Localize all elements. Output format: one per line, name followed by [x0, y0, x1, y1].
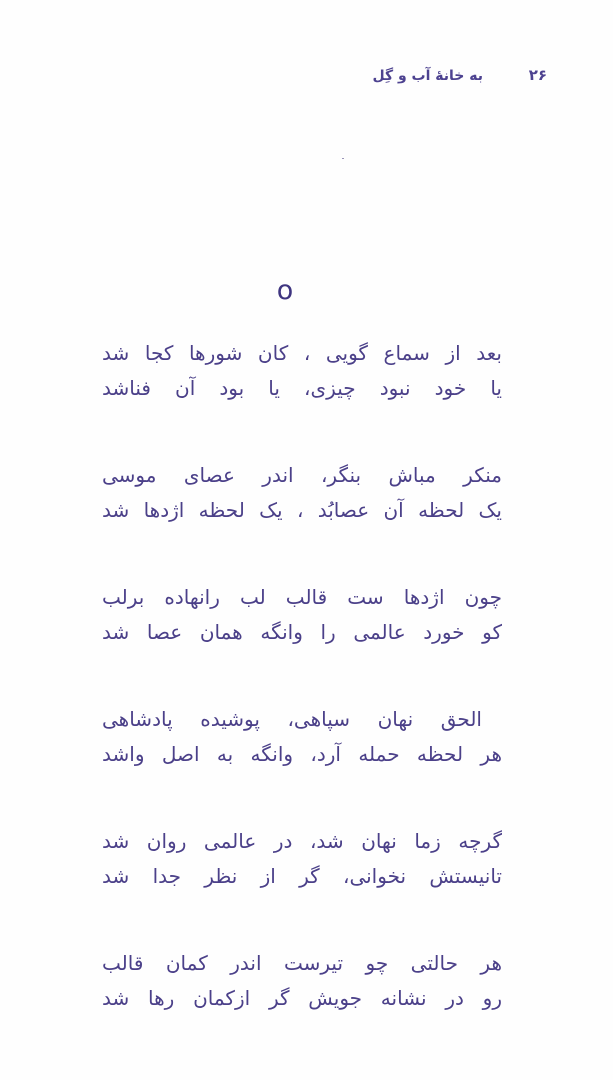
- stanza: [102, 458, 502, 580]
- stanza: [102, 580, 502, 702]
- verse-line: گرچه زما نهان شد، در عالمی روان شد: [102, 829, 502, 853]
- verse-line: تانیستش نخوانی، گر از نظر جدا شد: [102, 864, 502, 888]
- verse-line: بعد از سماع گویی ، کان شورها کجا شد: [102, 341, 502, 365]
- verse-line: چون اژدها ست قالب لب رانهاده برلب: [102, 585, 502, 609]
- verse-line: یا خود نبود چیزی، یا بود آن فناشد: [102, 376, 502, 400]
- verse-line: رو در نشانه جویش گر ازکمان رها شد: [102, 986, 502, 1010]
- stanza: [102, 702, 502, 824]
- stanza: [102, 336, 502, 458]
- stanza: [102, 946, 502, 1068]
- poem: [102, 336, 502, 1068]
- verse-line: هر لحظه حمله آرد، وانگه به اصل واشد: [102, 742, 502, 766]
- print-speck: [342, 158, 344, 159]
- stanza: [102, 824, 502, 946]
- running-header: [0, 66, 613, 96]
- verse-line: هر حالتی چو تیرست اندر کمان قالب: [102, 951, 502, 975]
- verse-line: یک لحظه آن عصابُد ، یک لحظه اژدها شد: [102, 498, 502, 522]
- section-ornament: o: [276, 275, 294, 306]
- page-number: ۲۶: [528, 66, 547, 84]
- verse-line: الحق نهان سپاهی، پوشیده پادشاهی: [102, 707, 482, 731]
- verse-line: کو خورد عالمی را وانگه همان عصا شد: [102, 620, 502, 644]
- verse-line: منکر مباش بنگر، اندر عصای موسی: [102, 463, 502, 487]
- book-title: به خانهٔ آب و گِل: [372, 68, 483, 84]
